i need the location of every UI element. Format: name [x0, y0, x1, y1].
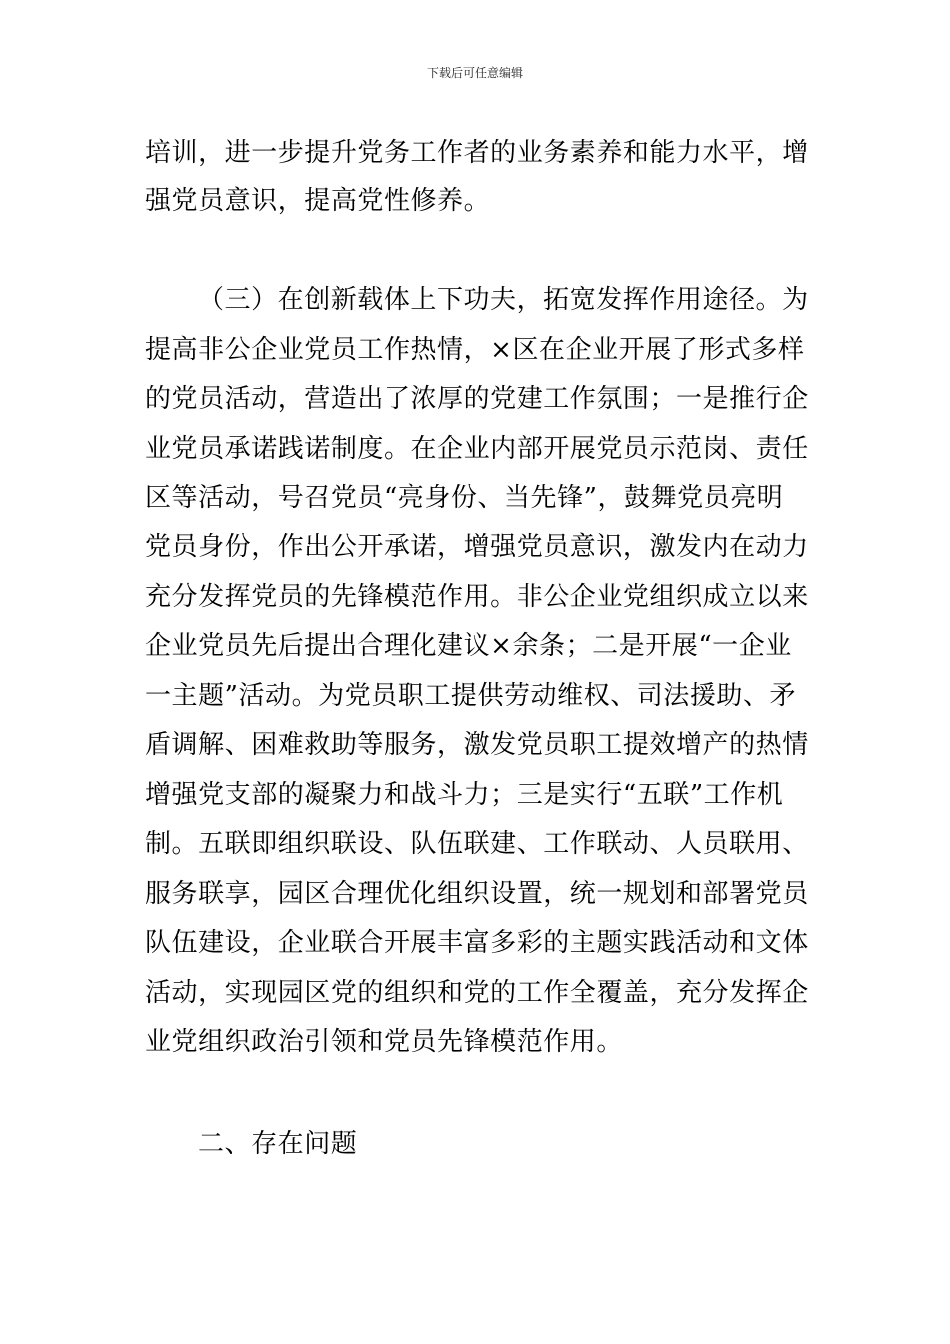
paragraph-2-line-16: 业党组织政治引领和党员先锋模范作用。: [145, 1027, 623, 1057]
paragraph-2-line-7: 充分发挥党员的先锋模范作用。非公企业党组织成立以来: [145, 582, 809, 612]
paragraph-2-line-15: 活动，实现园区党的组织和党的工作全覆盖，充分发挥企: [145, 978, 809, 1008]
paragraph-2-line-11: 增强党支部的凝聚力和战斗力；三是实行“五联”工作机: [145, 780, 784, 810]
paragraph-2-line-6: 党员身份，作出公开承诺，增强党员意识，激发内在动力: [145, 532, 809, 562]
paragraph-2-line-5: 区等活动，号召党员“亮身份、当先锋”，鼓舞党员亮明: [145, 483, 784, 513]
paragraph-1-line-2: 强党员意识，提高党性修养。: [145, 186, 491, 216]
paragraph-2-line-2: 提高非公企业党员工作热情，×区在企业开展了形式多样: [145, 335, 805, 365]
paragraph-2-line-14: 队伍建设，企业联合开展丰富多彩的主题实践活动和文体: [145, 928, 809, 958]
paragraph-2-line-8: 企业党员先后提出合理化建议×余条；二是开展“一企业: [145, 631, 792, 661]
paragraph-2-line-10: 盾调解、困难救助等服务，激发党员职工提效增产的热情: [145, 730, 809, 760]
paragraph-2-line-3: 的党员活动，营造出了浓厚的党建工作氛围；一是推行企: [145, 384, 809, 414]
paragraph-2-line-9: 一主题”活动。为党员职工提供劳动维权、司法援助、矛: [145, 681, 797, 711]
paragraph-2-line-4: 业党员承诺践诺制度。在企业内部开展党员示范岗、责任: [145, 434, 809, 464]
paragraph-2-line-12: 制。五联即组织联设、队伍联建、工作联动、人员联用、: [145, 829, 809, 859]
page-header: 下载后可任意编辑: [426, 66, 523, 80]
section-heading: 二、存在问题: [198, 1129, 358, 1159]
paragraph-2-line-1: （三）在创新载体上下功夫，拓宽发挥作用途径。为: [198, 285, 809, 315]
paragraph-1-line-1: 培训，进一步提升党务工作者的业务素养和能力水平，增: [145, 138, 809, 168]
paragraph-2-line-13: 服务联享，园区合理优化组织设置，统一规划和部署党员: [145, 879, 809, 909]
